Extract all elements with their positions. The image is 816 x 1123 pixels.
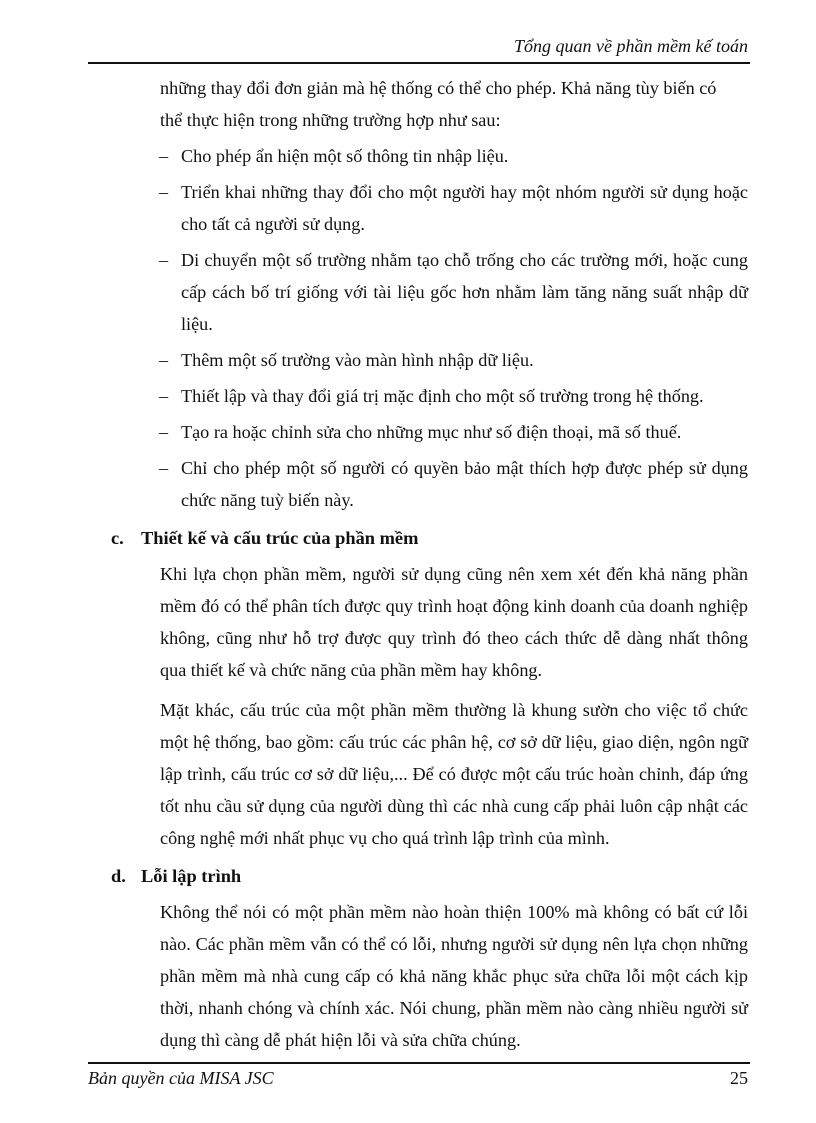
customization-list	[88, 140, 748, 516]
page-content	[88, 72, 748, 1056]
section-d-title: Lỗi lập trình	[141, 866, 242, 886]
dash-icon: –	[159, 250, 169, 270]
footer-rule	[88, 1062, 750, 1064]
section-d-heading	[111, 860, 748, 892]
list-item: – Tạo ra hoặc chỉnh sửa cho những mục như số điện thoại, mã số thuế.	[181, 416, 748, 448]
list-item: – Cho phép ẩn hiện một số thông tin nhập liệu.	[181, 140, 748, 172]
intro-line-2: thể thực hiện trong những trường hợp như sau:	[160, 110, 501, 130]
list-item: – Triển khai những thay đổi cho một người hay một nhóm người sử dụng hoặc cho tất cả người sử dụng.	[181, 176, 748, 240]
section-c-letter: c.	[111, 528, 124, 548]
section-c-title: Thiết kế và cấu trúc của phần mềm	[141, 528, 419, 548]
list-item: – Chỉ cho phép một số người có quyền bảo mật thích hợp được phép sử dụng chức năng tuỳ biến này.	[181, 452, 748, 516]
list-item: – Di chuyển một số trường nhằm tạo chỗ trống cho các trường mới, hoặc cung cấp cách bố trí giống với tài liệu gốc hơn nhằm làm tăng năng suất nhập dữ liệu.	[181, 244, 748, 340]
dash-icon: –	[159, 458, 169, 478]
intro-line-1: những thay đổi đơn giản mà hệ thống có thể cho phép. Khả năng tùy biến có	[160, 78, 717, 98]
dash-icon: –	[159, 422, 169, 442]
dash-icon: –	[159, 386, 169, 406]
dash-icon: –	[159, 350, 169, 370]
section-c-paragraph-2: Mặt khác, cấu trúc của một phần mềm thường là khung sườn cho việc tổ chức một hệ thống, bao gồm: cấu trúc các phân hệ, cơ sở dữ liệu, giao diện, ngôn ngữ lập trình, cấu trúc cơ sở dữ liệu,... Để có được một cấu trúc hoàn chỉnh, đáp ứng tốt nhu cầu sử dụng của người dùng thì các nhà cung cấp phải luôn cập nhật các công nghệ mới nhất phục vụ cho quá trình lập trình của mình.	[160, 700, 748, 848]
section-c-paragraph-1: Khi lựa chọn phần mềm, người sử dụng cũng nên xem xét đến khả năng phần mềm đó có thể phân tích được quy trình hoạt động kinh doanh của doanh nghiệp không, cũng như hỗ trợ được quy trình đó theo cách thức dễ dàng nhất thông qua thiết kế và chức năng của phần mềm hay không.	[160, 564, 748, 680]
header-rule	[88, 62, 750, 64]
list-item: – Thêm một số trường vào màn hình nhập dữ liệu.	[181, 344, 748, 376]
dash-icon: –	[159, 146, 169, 166]
section-c-heading	[111, 522, 748, 554]
section-d-letter: d.	[111, 866, 126, 886]
page-number: 25	[730, 1068, 748, 1088]
list-item: – Thiết lập và thay đổi giá trị mặc định cho một số trường trong hệ thống.	[181, 380, 748, 412]
section-d-paragraph-1: Không thể nói có một phần mềm nào hoàn thiện 100% mà không có bất cứ lỗi nào. Các phần mềm vẫn có thể có lỗi, nhưng người sử dụng nên lựa chọn những phần mềm mà nhà cung cấp có khả năng khắc phục sửa chữa lỗi một cách kịp thời, nhanh chóng và chính xác. Nói chung, phần mềm nào càng nhiều người sử dụng thì càng dễ phát hiện lỗi và sửa chữa chúng.	[160, 902, 748, 1050]
footer-copyright: Bản quyền của MISA JSC	[88, 1068, 274, 1088]
header-title: Tổng quan về phần mềm kế toán	[514, 36, 748, 56]
dash-icon: –	[159, 182, 169, 202]
